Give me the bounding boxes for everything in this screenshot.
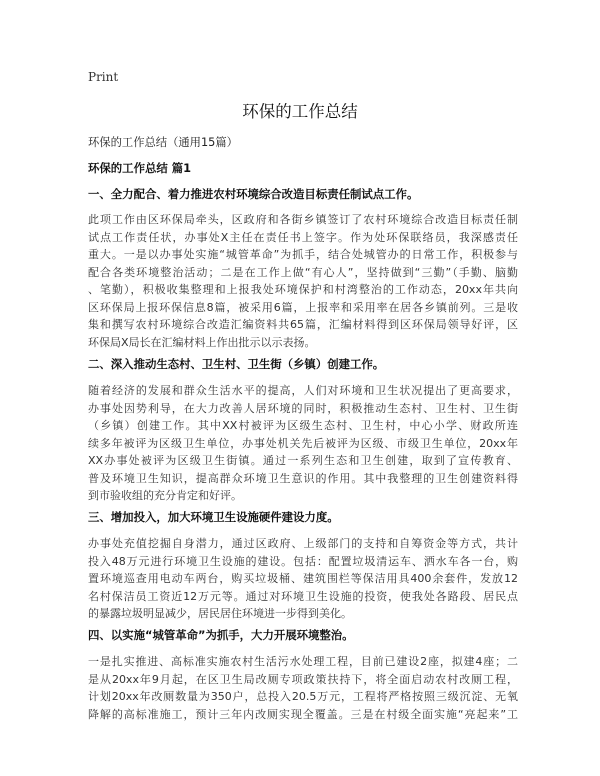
paragraph-line: 降解的高标准施工，预计三年内改厕实现全覆盖。三是在村级全面实施“亮起来”工 xyxy=(88,707,518,721)
paragraph-line: 到市验收组的充分肯定和好评。 xyxy=(88,489,242,502)
paragraph-line: 配合各类环境整治活动；二是在工作上做“有心人”，坚持做到“三勤”（手勤、脑勤 xyxy=(88,265,518,279)
page-title: 环保的工作总结 xyxy=(242,102,358,121)
paragraph-line: XX办事处被评为区级卫生街镇。通过一系列生态和卫生创建，取到了宣传教育、 xyxy=(88,454,518,467)
section-heading-2: 二、深入推动生态村、卫生村、卫生街（乡镇）创建工作。 xyxy=(88,357,385,371)
section-paragraph-2 xyxy=(88,382,518,505)
print-link[interactable]: Print xyxy=(88,70,119,84)
paragraph-line: 、笔勤），积极收集整理和上报我处环境保护和村湾整治的工作动态，20xx年共向 xyxy=(88,283,518,296)
paragraph-line: 办事处因势利导，在大力改善人居环境的同时，积极推动生态村、卫生村、卫生街 xyxy=(88,401,518,415)
paragraph-line: 此项工作由区环保局牵头，区政府和各街乡镇签订了农村环境综合改造目标责任制 xyxy=(88,213,518,226)
section-paragraph-4 xyxy=(88,653,518,723)
paragraph-line: 续多年被评为区级卫生单位，办事处机关先后被评为区级、市级卫生单位，20xx年 xyxy=(88,436,518,450)
section-heading-3: 三、增加投入，加大环境卫生设施硬件建设力度。 xyxy=(88,510,339,524)
paragraph-line: （乡镇）创建工作。其中XX村被评为区级生态村、卫生村，中心小学、财政所连 xyxy=(88,419,518,432)
paragraph-line: 随着经济的发展和群众生活水平的提高，人们对环境和卫生状况提出了更高要求， xyxy=(88,384,518,397)
paragraph-line: 名村保洁员工资近12万元等。通过对环境卫生设施的投资，使我处各路段、居民点 xyxy=(88,589,518,603)
paragraph-line: 计划20xx年改厕数量为350户，总投入20.5万元，工程将严格按照三级沉淀、无氧 xyxy=(88,690,518,703)
document-subtitle: 环保的工作总结（通用15篇） xyxy=(88,136,238,149)
paragraph-line: 区环保局上报环保信息8篇，被采用6篇，上报率和采用率在居各乡镇前列。三是收 xyxy=(88,300,518,314)
section-heading-4: 四、以实施“城管革命”为抓手，大力开展环境整治。 xyxy=(88,628,354,642)
paragraph-line: 普及环境卫生知识，提高群众环境卫生意识的作用。其中我整理的卫生创建资料得 xyxy=(88,471,518,485)
article-heading: 环保的工作总结 篇1 xyxy=(88,161,192,175)
paragraph-line: 重大。一是以办事处实施“城管革命”为抓手，结合处城管办的日常工作，积极参与 xyxy=(88,248,518,261)
paragraph-line: 环保局X局长在汇编材料上作出批示以示表扬。 xyxy=(88,335,316,349)
paragraph-line: 集和撰写农村环境综合改造汇编资料共65篇，汇编材料得到区环保局领导好评，区 xyxy=(88,318,518,331)
paragraph-line: 试点工作责任状，办事处X主任在责任书上签字。作为处环保联络员，我深感责任 xyxy=(88,230,518,244)
paragraph-line: 办事处充值挖掘自身潜力，通过区政府、上级部门的支持和自筹资金等方式，共计 xyxy=(88,537,518,550)
section-heading-1: 一、全力配合、着力推进农村环境综合改造目标责任制试点工作。 xyxy=(88,187,419,201)
paragraph-line: 投入48万元进行环境卫生设施的建设。包括：配置垃圾清运车、洒水车各一台，购 xyxy=(88,554,518,568)
paragraph-line: 置环境巡查用电动车两台，购买垃圾桶、建筑围栏等保洁用具400余套件，发放12 xyxy=(88,572,518,585)
paragraph-line: 的暴露垃圾明显减少，居民居住环境进一步得到美化。 xyxy=(88,607,352,620)
paragraph-line: 一是扎实推进、高标准实施农村生活污水处理工程，目前已建设2座，拟建4座；二 xyxy=(88,655,518,668)
section-paragraph-1 xyxy=(88,211,518,351)
section-paragraph-3 xyxy=(88,535,518,623)
paragraph-line: 是从20xx年9月起，在区卫生局改厕专项政策扶持下，将全面启动农村改厕工程， xyxy=(88,672,518,686)
